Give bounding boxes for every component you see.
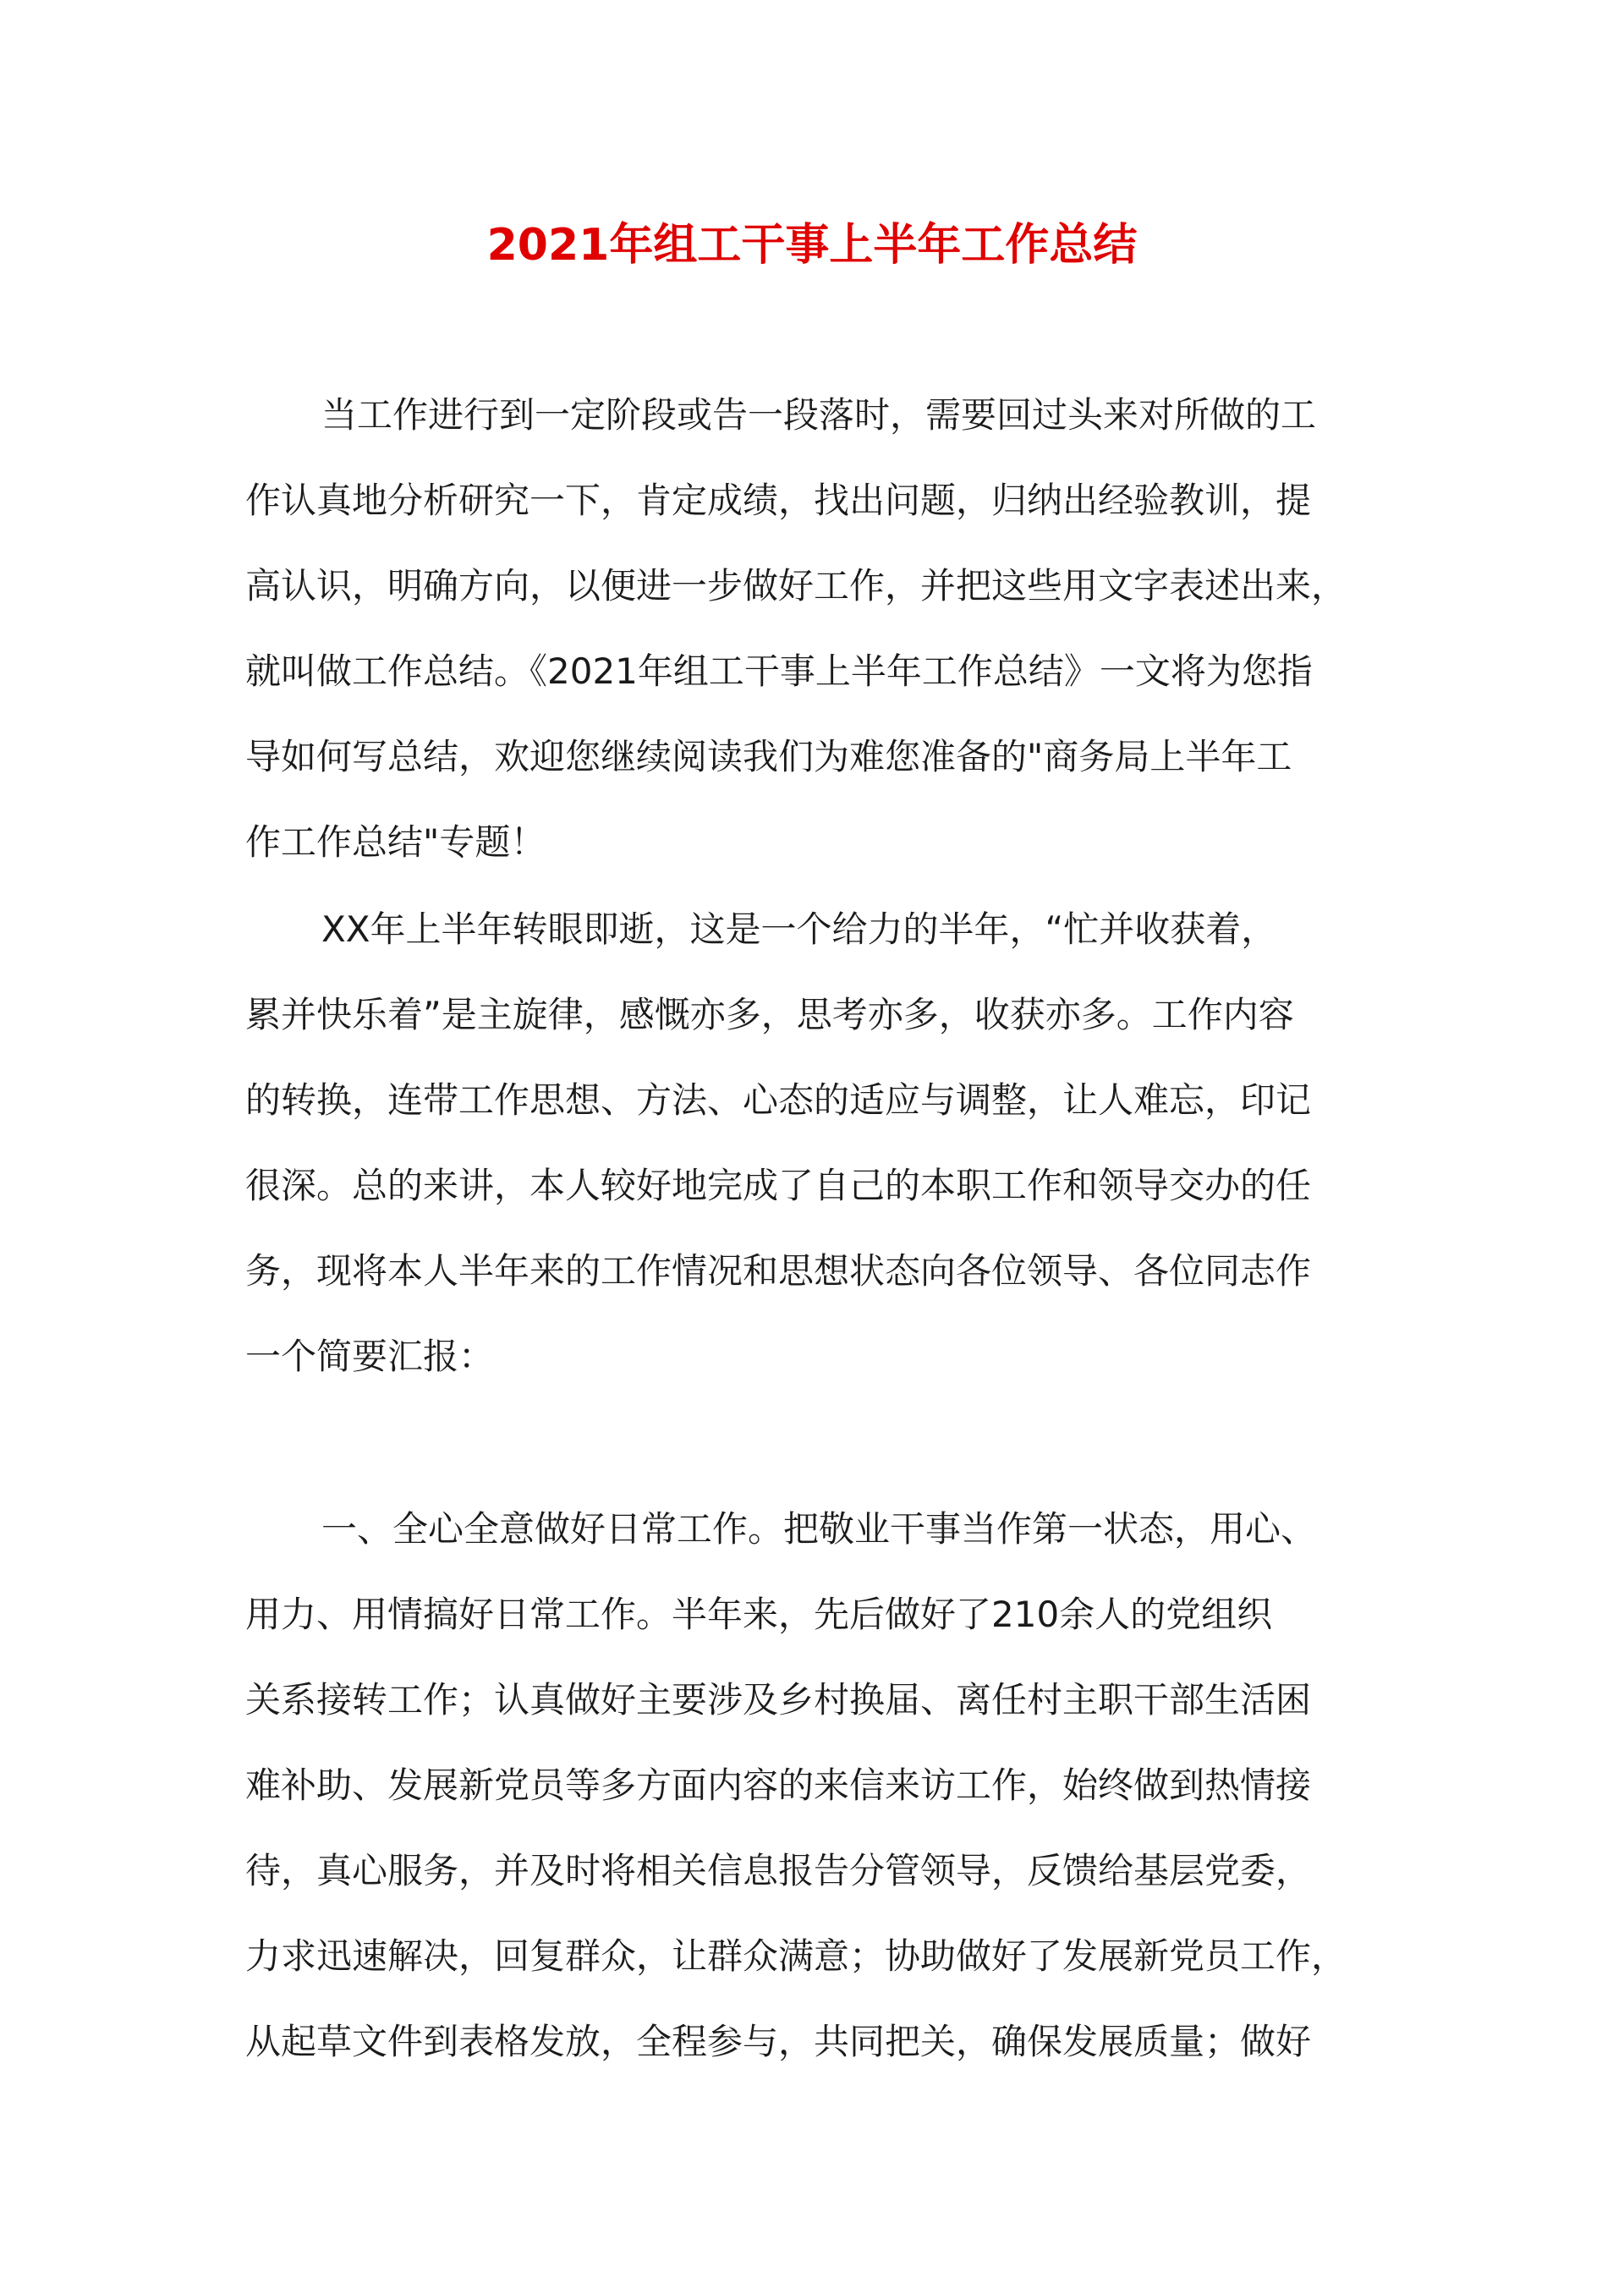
paragraph-line: 关系接转工作；认真做好主要涉及乡村换届、离任村主职干部生活困 (245, 1679, 1312, 1720)
paragraph-line: 一个简要汇报： (245, 1336, 495, 1377)
paragraph-line: 用力、用情搞好日常工作。半年来，先后做好了210余人的党组织 (245, 1594, 1273, 1635)
paragraph-line: 一、全心全意做好日常工作。把敬业干事当作第一状态，用心、 (321, 1508, 1317, 1550)
paragraph-line: 累并快乐着”是主旋律，感慨亦多，思考亦多，收获亦多。工作内容 (245, 994, 1294, 1035)
paragraph-line: 很深。总的来讲，本人较好地完成了自己的本职工作和领导交办的任 (245, 1165, 1312, 1206)
paragraph-line: 难补助、发展新党员等多方面内容的来信来访工作，始终做到热情接 (245, 1764, 1312, 1806)
paragraph-line: XX年上半年转眼即逝，这是一个给力的半年，“忙并收获着， (321, 908, 1277, 950)
paragraph-line: 的转换，连带工作思想、方法、心态的适应与调整，让人难忘，印记 (245, 1079, 1312, 1121)
paragraph-line: 就叫做工作总结。《2021年组工干事上半年工作总结》一文将为您指 (245, 650, 1313, 692)
paragraph-overview (245, 886, 1387, 1399)
paragraph-line: 作工作总结"专题！ (245, 821, 546, 863)
paragraph-line: 作认真地分析研究一下，肯定成绩，找出问题，归纳出经验教训，提 (245, 480, 1312, 521)
paragraph-section-one (245, 1486, 1387, 2084)
document-title: 2021年组工干事上半年工作总结 (486, 220, 1138, 271)
paragraph-line: 务，现将本人半年来的工作情况和思想状态向各位领导、各位同志作 (245, 1250, 1312, 1292)
paragraph-line: 待，真心服务，并及时将相关信息报告分管领导，反馈给基层党委， (245, 1850, 1312, 1891)
paragraph-line: 力求迅速解决，回复群众，让群众满意；协助做好了发展新党员工作， (245, 1935, 1347, 1977)
paragraph-line: 导如何写总结，欢迎您继续阅读我们为难您准备的"商务局上半年工 (245, 736, 1292, 777)
paragraph-intro (245, 372, 1387, 885)
paragraph-line: 当工作进行到一定阶段或告一段落时，需要回过头来对所做的工 (321, 394, 1317, 436)
paragraph-line: 从起草文件到表格发放，全程参与，共同把关，确保发展质量；做好 (245, 2021, 1312, 2062)
paragraph-line: 高认识，明确方向，以便进一步做好工作，并把这些用文字表述出来， (245, 565, 1347, 606)
